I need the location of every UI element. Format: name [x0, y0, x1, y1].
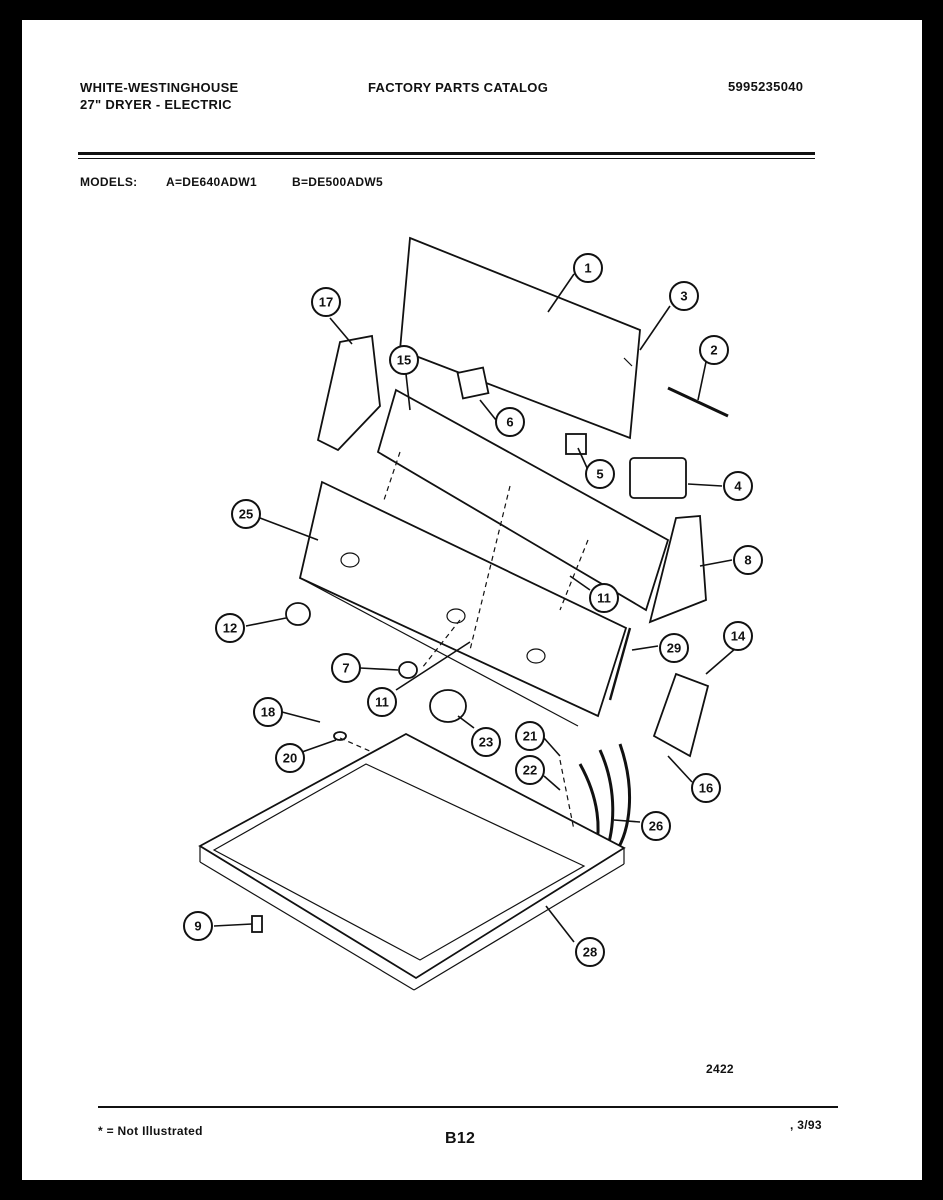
terminal-block [654, 674, 708, 756]
svg-text:2: 2 [710, 342, 718, 358]
leader-line [668, 756, 692, 782]
svg-text:25: 25 [238, 506, 254, 522]
callout-21 [516, 722, 544, 750]
hose-3 [616, 744, 630, 852]
leader-line [480, 400, 496, 420]
svg-text:23: 23 [478, 734, 494, 750]
leader-line [706, 648, 736, 674]
callout-28 [576, 938, 604, 966]
svg-text:17: 17 [318, 294, 334, 310]
callout-7 [332, 654, 360, 682]
callout-6 [496, 408, 524, 436]
leader-line [458, 716, 474, 728]
guide-line [340, 738, 372, 752]
leader-line [302, 740, 336, 752]
leader-line [360, 668, 398, 670]
leader-line [544, 776, 560, 790]
page-number: B12 [445, 1130, 476, 1147]
model-a: A=DE640ADW1 [166, 175, 257, 189]
svg-text:4: 4 [734, 478, 742, 494]
timer [630, 458, 686, 498]
callout-9 [184, 912, 212, 940]
leader-line [640, 306, 670, 350]
leveling-leg [252, 916, 262, 932]
callout-4 [724, 472, 752, 500]
leader-line [260, 518, 318, 540]
leader-line [698, 362, 706, 400]
svg-text:8: 8 [744, 552, 752, 568]
callout-23 [472, 728, 500, 756]
small-switch [566, 434, 586, 454]
callout-2 [700, 336, 728, 364]
svg-text:26: 26 [648, 818, 664, 834]
callout-26 [642, 812, 670, 840]
callout-18 [254, 698, 282, 726]
svg-text:11: 11 [597, 590, 611, 606]
clip-rod [668, 388, 728, 416]
svg-text:21: 21 [522, 728, 538, 744]
callout-8 [734, 546, 762, 574]
leader-line [614, 820, 640, 822]
leader-line [246, 618, 286, 626]
callout-12 [216, 614, 244, 642]
callout-11 [590, 584, 618, 612]
end-bracket [318, 336, 380, 450]
product-title: 27" DRYER - ELECTRIC [80, 97, 232, 112]
svg-text:29: 29 [666, 640, 682, 656]
svg-text:9: 9 [194, 918, 202, 934]
callout-3 [670, 282, 698, 310]
callout-29 [660, 634, 688, 662]
svg-text:14: 14 [730, 628, 746, 644]
leader-line [282, 712, 320, 722]
models-label: MODELS: [80, 175, 138, 189]
svg-text:6: 6 [506, 414, 514, 430]
rear-panel [400, 238, 640, 438]
plug [334, 732, 346, 740]
catalog-title: FACTORY PARTS CATALOG [368, 80, 549, 95]
svg-text:7: 7 [342, 660, 350, 676]
footer-rule [98, 1106, 838, 1108]
svg-text:5: 5 [596, 466, 604, 482]
revision-date: , 3/93 [790, 1118, 822, 1132]
svg-text:1: 1 [584, 260, 592, 276]
footnote: * = Not Illustrated [98, 1124, 203, 1138]
callout-14 [724, 622, 752, 650]
callout-25 [232, 500, 260, 528]
callout-22 [516, 756, 544, 784]
callout-17 [312, 288, 340, 316]
svg-text:22: 22 [522, 762, 538, 778]
callout-1 [574, 254, 602, 282]
callout-5 [586, 460, 614, 488]
callout-16 [692, 774, 720, 802]
model-b: B=DE500ADW5 [292, 175, 383, 189]
figure-number: 2422 [706, 1062, 734, 1076]
leader-line [544, 738, 560, 756]
callout-20 [276, 744, 304, 772]
catalog-number: 5995235040 [728, 79, 804, 94]
knob [286, 603, 310, 625]
svg-text:15: 15 [396, 352, 412, 368]
callout-11b [368, 688, 396, 716]
brand-title: WHITE-WESTINGHOUSE [80, 80, 239, 95]
leader-line [330, 318, 352, 344]
leader-line [700, 560, 732, 566]
leader-line [632, 646, 658, 650]
switch [458, 368, 489, 399]
callout-15 [390, 346, 418, 374]
button [399, 662, 417, 678]
leader-line [546, 906, 574, 942]
svg-text:11: 11 [375, 694, 389, 710]
leader-line [688, 484, 722, 486]
top-panel [200, 734, 624, 978]
svg-text:20: 20 [282, 750, 298, 766]
svg-text:12: 12 [222, 620, 238, 636]
leader-line [570, 576, 590, 590]
svg-text:3: 3 [680, 288, 688, 304]
svg-text:28: 28 [582, 944, 598, 960]
svg-text:16: 16 [698, 780, 714, 796]
svg-text:18: 18 [260, 704, 276, 720]
leader-line [214, 924, 252, 926]
